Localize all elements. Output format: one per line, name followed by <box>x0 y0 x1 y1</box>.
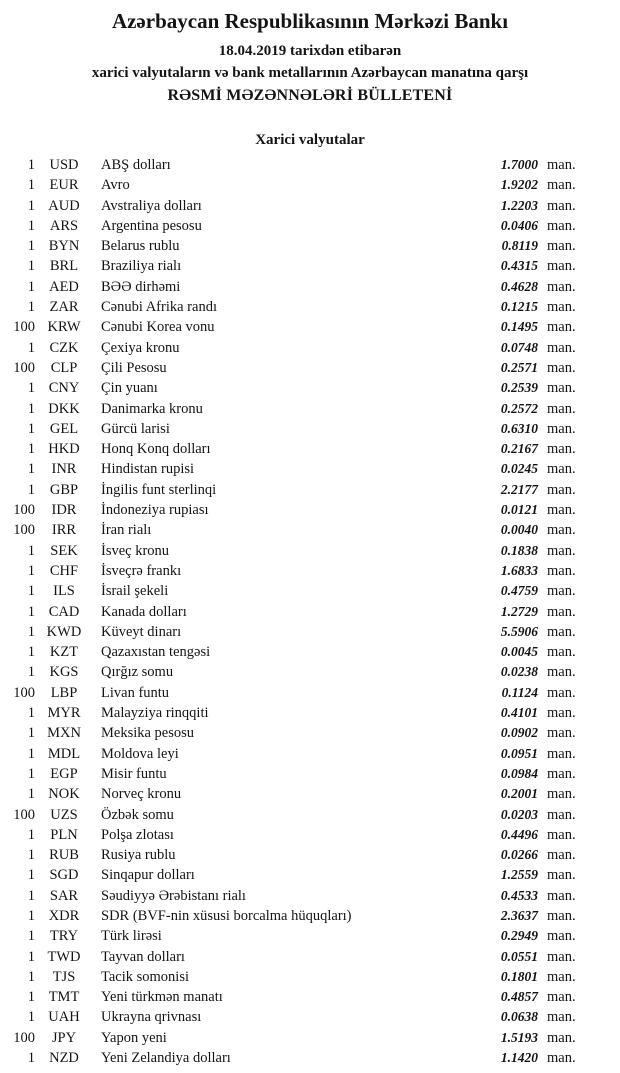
rate-unit: man. <box>547 461 576 478</box>
table-row <box>4 703 590 723</box>
currency-name: Polşa zlotası <box>101 826 174 843</box>
table-row <box>4 967 590 987</box>
table-row <box>4 175 590 195</box>
currency-rate: 1.5193 <box>500 1029 538 1045</box>
rate-unit: man. <box>547 1029 576 1046</box>
currency-rate: 0.4759 <box>500 583 538 599</box>
rate-unit: man. <box>547 562 576 579</box>
table-row <box>4 541 590 561</box>
currency-code: CZK <box>49 339 79 356</box>
currency-rate: 0.2001 <box>500 786 538 802</box>
rate-unit: man. <box>547 684 576 701</box>
currency-rate: 0.8119 <box>501 238 538 254</box>
currency-quantity: 1 <box>27 542 35 559</box>
table-row <box>4 622 590 642</box>
currency-code: TRY <box>49 928 79 945</box>
rate-unit: man. <box>547 745 576 762</box>
currency-code: USD <box>49 157 79 173</box>
currency-code: TWD <box>47 948 81 965</box>
currency-code: CLP <box>50 359 78 376</box>
currency-code: MDL <box>47 745 81 762</box>
table-row <box>4 764 590 784</box>
currency-quantity: 1 <box>27 441 35 458</box>
currency-rate: 0.2167 <box>500 441 538 457</box>
table-row <box>4 216 590 236</box>
currency-code: UAH <box>48 1009 80 1026</box>
currency-rate: 0.2572 <box>500 400 538 416</box>
currency-code: CNY <box>48 380 80 397</box>
bulletin-header <box>0 8 620 107</box>
currency-rate: 5.5906 <box>500 623 538 639</box>
currency-name: Çin yuanı <box>101 380 158 397</box>
table-row <box>4 926 590 946</box>
currency-name: Tayvan dolları <box>101 948 185 965</box>
table-row <box>4 784 590 804</box>
currency-name: Sinqapur dolları <box>101 867 195 884</box>
currency-name: İndoneziya rupiası <box>101 502 209 519</box>
currency-name: Yeni türkmən manatı <box>101 989 223 1006</box>
currency-rate: 0.1495 <box>500 319 538 335</box>
currency-quantity: 100 <box>13 1029 35 1046</box>
currency-name: Avro <box>101 177 130 194</box>
currency-code: IDR <box>51 502 77 519</box>
rate-unit: man. <box>547 786 576 803</box>
currency-name: Malayziya rinqqiti <box>101 705 209 722</box>
currency-code: KRW <box>47 319 81 336</box>
rate-unit: man. <box>547 725 576 742</box>
currency-quantity: 1 <box>27 217 35 234</box>
rate-unit: man. <box>547 603 576 620</box>
currency-quantity: 1 <box>27 928 35 945</box>
rate-unit: man. <box>547 217 576 234</box>
currency-quantity: 1 <box>27 583 35 600</box>
currency-quantity: 1 <box>27 339 35 356</box>
section-title: Xarici valyutalar <box>255 132 365 148</box>
table-row <box>4 358 590 378</box>
rate-unit: man. <box>547 502 576 519</box>
currency-name: İsrail şekeli <box>101 583 169 600</box>
currency-name: Braziliya rialı <box>101 258 182 275</box>
currency-name: İsveçrə frankı <box>101 562 182 579</box>
currency-quantity: 1 <box>27 907 35 924</box>
rate-unit: man. <box>547 420 576 437</box>
table-row <box>4 439 590 459</box>
currency-name: Yapon yeni <box>101 1029 167 1046</box>
table-row <box>4 480 590 500</box>
currency-name: Özbək somu <box>101 806 174 823</box>
table-row <box>4 297 590 317</box>
currency-name: Argentina pesosu <box>101 217 202 234</box>
currency-code: SAR <box>49 887 79 904</box>
currency-code: XDR <box>48 907 80 924</box>
currency-rate: 2.3637 <box>500 907 538 923</box>
currency-name: Cənubi Afrika randı <box>101 299 217 316</box>
currency-quantity: 1 <box>27 989 35 1006</box>
currency-quantity: 1 <box>27 644 35 661</box>
rate-unit: man. <box>547 542 576 559</box>
currency-quantity: 100 <box>13 319 35 336</box>
currency-code: HKD <box>48 441 80 458</box>
rate-unit: man. <box>547 989 576 1006</box>
table-row <box>4 236 590 256</box>
currency-quantity: 1 <box>27 725 35 742</box>
rate-unit: man. <box>547 583 576 600</box>
table-row <box>4 805 590 825</box>
rate-unit: man. <box>547 359 576 376</box>
currency-name: Çili Pesosu <box>101 359 167 376</box>
currency-rate: 0.0638 <box>500 1009 538 1025</box>
table-row <box>4 399 590 419</box>
rate-unit: man. <box>547 806 576 823</box>
currency-name: İsveç kronu <box>101 542 170 559</box>
currency-rate: 1.6833 <box>500 562 538 578</box>
currency-quantity: 1 <box>27 968 35 985</box>
currency-rate: 0.2539 <box>500 380 538 396</box>
rate-unit: man. <box>547 1009 576 1026</box>
currency-name: Belarus rublu <box>101 238 180 255</box>
currency-rate: 1.1420 <box>500 1050 538 1066</box>
table-row <box>4 845 590 865</box>
currency-quantity: 1 <box>27 400 35 417</box>
currency-quantity: 1 <box>27 380 35 397</box>
currency-name: Misir funtu <box>101 765 167 782</box>
currency-quantity: 1 <box>27 887 35 904</box>
rates-table <box>0 155 620 1068</box>
currency-name: Livan funtu <box>101 684 170 701</box>
rate-unit: man. <box>547 887 576 904</box>
subtitle-line: xarici valyutaların və bank metallarının Azərbaycan manatına qarşı <box>91 65 529 81</box>
currency-code: MYR <box>47 705 81 722</box>
currency-quantity: 1 <box>27 278 35 295</box>
currency-rate: 0.0203 <box>500 806 538 822</box>
currency-code: AUD <box>48 197 80 214</box>
currency-rate: 0.0748 <box>500 339 538 355</box>
rate-unit: man. <box>547 644 576 661</box>
currency-name: Səudiyyə Ərəbistanı rialı <box>101 887 246 904</box>
currency-name: Çexiya kronu <box>101 339 180 356</box>
currency-quantity: 1 <box>27 258 35 275</box>
table-row <box>4 561 590 581</box>
currency-quantity: 1 <box>27 867 35 884</box>
table-row <box>4 987 590 1007</box>
table-row <box>4 1048 590 1068</box>
currency-rate: 2.2177 <box>500 481 538 497</box>
currency-name: Danimarka kronu <box>101 400 203 417</box>
currency-code: RUB <box>49 847 79 864</box>
currency-code: EUR <box>49 177 79 194</box>
currency-code: SGD <box>49 867 79 884</box>
rate-unit: man. <box>547 197 576 214</box>
currency-quantity: 1 <box>27 603 35 620</box>
currency-name: Kanada dolları <box>101 603 187 620</box>
currency-name: İran rialı <box>101 522 152 539</box>
rate-unit: man. <box>547 948 576 965</box>
table-row <box>4 277 590 297</box>
currency-rate: 1.9202 <box>500 177 538 193</box>
rate-unit: man. <box>547 319 576 336</box>
rate-unit: man. <box>547 441 576 458</box>
currency-name: İngilis funt sterlinqi <box>101 481 217 498</box>
currency-rate: 0.0951 <box>500 745 538 761</box>
currency-quantity: 1 <box>27 664 35 681</box>
currency-name: ABŞ dolları <box>101 157 171 173</box>
currency-rate: 1.2203 <box>500 197 538 213</box>
currency-quantity: 1 <box>27 705 35 722</box>
currency-quantity: 1 <box>27 745 35 762</box>
currency-quantity: 1 <box>27 481 35 498</box>
currency-quantity: 1 <box>27 461 35 478</box>
currency-rate: 0.0245 <box>500 461 538 477</box>
currency-name: Tacik somonisi <box>101 968 189 985</box>
currency-quantity: 100 <box>13 522 35 539</box>
currency-quantity: 1 <box>27 1009 35 1026</box>
table-row <box>4 602 590 622</box>
rate-unit: man. <box>547 847 576 864</box>
currency-quantity: 1 <box>27 299 35 316</box>
currency-rate: 0.1801 <box>500 968 538 984</box>
table-row <box>4 906 590 926</box>
currency-rate: 0.4533 <box>500 887 538 903</box>
currency-rate: 0.1124 <box>501 684 538 700</box>
currency-code: DKK <box>48 400 80 417</box>
currency-code: GBP <box>49 481 79 498</box>
currency-code: TJS <box>52 968 76 985</box>
currency-code: JPY <box>51 1029 77 1046</box>
rate-unit: man. <box>547 705 576 722</box>
currency-name: Qırğız somu <box>101 664 174 681</box>
currency-quantity: 1 <box>27 1050 35 1067</box>
rate-unit: man. <box>547 258 576 275</box>
currency-quantity: 1 <box>27 786 35 803</box>
table-row <box>4 662 590 682</box>
currency-rate: 0.0551 <box>500 948 538 964</box>
currency-code: INR <box>51 461 77 478</box>
rate-unit: man. <box>547 522 576 539</box>
currency-code: ILS <box>53 583 75 600</box>
currency-rate: 0.0984 <box>500 765 538 781</box>
currency-quantity: 1 <box>27 177 35 194</box>
currency-rate: 0.4101 <box>500 705 538 721</box>
currency-name: Norveç kronu <box>101 786 182 803</box>
currency-code: ARS <box>49 217 79 234</box>
currency-quantity: 1 <box>27 238 35 255</box>
currency-quantity: 1 <box>27 765 35 782</box>
table-row <box>4 419 590 439</box>
currency-name: SDR (BVF-nin xüsusi borcalma hüquqları) <box>101 907 352 924</box>
table-row <box>4 1007 590 1027</box>
rate-unit: man. <box>547 1050 576 1067</box>
table-row <box>4 825 590 845</box>
currency-name: Avstraliya dolları <box>101 197 202 214</box>
rate-unit: man. <box>547 299 576 316</box>
currency-name: Meksika pesosu <box>101 725 195 742</box>
currency-code: BYN <box>48 238 80 255</box>
currency-quantity: 1 <box>27 420 35 437</box>
currency-name: Honq Konq dolları <box>101 441 211 458</box>
currency-rate: 1.7000 <box>500 157 538 172</box>
rate-unit: man. <box>547 664 576 681</box>
currency-code: KGS <box>49 664 79 681</box>
currency-quantity: 1 <box>27 948 35 965</box>
currency-code: GEL <box>49 420 79 437</box>
currency-code: NZD <box>49 1050 79 1067</box>
table-row <box>4 317 590 337</box>
currency-name: Ukrayna qrivnası <box>101 1009 202 1026</box>
currency-rate: 1.2729 <box>500 603 538 619</box>
rate-unit: man. <box>547 400 576 417</box>
currency-code: SEK <box>50 542 78 559</box>
table-row <box>4 744 590 764</box>
rate-unit: man. <box>547 380 576 397</box>
currency-code: KWD <box>46 623 82 640</box>
currency-name: Moldova leyi <box>101 745 179 762</box>
rate-unit: man. <box>547 968 576 985</box>
currency-quantity: 1 <box>27 197 35 214</box>
currency-rate: 0.4496 <box>500 826 538 842</box>
rate-unit: man. <box>547 278 576 295</box>
currency-rate: 0.6310 <box>500 420 538 436</box>
currency-quantity: 100 <box>13 806 35 823</box>
bulletin-title: RƏSMİ MƏZƏNNƏLƏRİ BÜLLETENİ <box>167 87 453 104</box>
currency-code: ZAR <box>49 299 79 316</box>
currency-name: BƏƏ dirhəmi <box>101 278 181 295</box>
currency-rate: 0.0045 <box>500 644 538 660</box>
currency-code: BRL <box>49 258 79 275</box>
table-row <box>4 886 590 906</box>
rate-unit: man. <box>547 907 576 924</box>
table-row <box>4 723 590 743</box>
currency-name: Küveyt dinarı <box>101 623 182 640</box>
currency-rate: 0.1215 <box>500 299 538 315</box>
currency-code: LBP <box>50 684 78 701</box>
currency-name: Yeni Zelandiya dolları <box>101 1050 231 1067</box>
currency-quantity: 1 <box>27 623 35 640</box>
currency-quantity: 1 <box>27 826 35 843</box>
currency-code: CHF <box>49 562 79 579</box>
table-row <box>4 642 590 662</box>
rate-unit: man. <box>547 481 576 498</box>
rate-unit: man. <box>547 339 576 356</box>
currency-quantity: 100 <box>13 684 35 701</box>
currency-rate: 0.2571 <box>500 359 538 375</box>
table-row <box>4 1028 590 1048</box>
currency-rate: 1.2559 <box>500 867 538 883</box>
currency-name: Hindistan rupisi <box>101 461 195 478</box>
currency-rate: 0.0238 <box>500 664 538 680</box>
currency-quantity: 1 <box>27 562 35 579</box>
currency-rate: 0.2949 <box>500 928 538 944</box>
table-row <box>4 683 590 703</box>
table-row <box>4 338 590 358</box>
table-row <box>4 459 590 479</box>
rate-unit: man. <box>547 765 576 782</box>
table-row <box>4 500 590 520</box>
table-row <box>4 155 590 175</box>
currency-rate: 0.4315 <box>500 258 538 274</box>
currency-quantity: 100 <box>13 502 35 519</box>
currency-code: MXN <box>47 725 81 742</box>
currency-quantity: 1 <box>27 847 35 864</box>
currency-rate: 0.0902 <box>500 725 538 741</box>
table-row <box>4 196 590 216</box>
rate-unit: man. <box>547 238 576 255</box>
currency-code: KZT <box>49 644 79 661</box>
currency-rate: 0.4628 <box>500 278 538 294</box>
rate-unit: man. <box>547 157 576 173</box>
table-row <box>4 865 590 885</box>
table-row <box>4 256 590 276</box>
rate-unit: man. <box>547 623 576 640</box>
currency-quantity: 100 <box>13 359 35 376</box>
currency-rate: 0.0121 <box>500 502 538 518</box>
currency-name: Gürcü larisi <box>101 420 170 437</box>
currency-name: Rusiya rublu <box>101 847 176 864</box>
currency-rate: 0.1838 <box>500 542 538 558</box>
rate-unit: man. <box>547 177 576 194</box>
currency-name: Cənubi Korea vonu <box>101 319 215 336</box>
currency-code: CAD <box>48 603 80 620</box>
currency-rate: 0.0266 <box>500 847 538 863</box>
rate-unit: man. <box>547 928 576 945</box>
currency-quantity: 1 <box>27 157 35 173</box>
currency-code: IRR <box>51 522 77 539</box>
currency-rate: 0.0040 <box>500 522 538 538</box>
currency-code: UZS <box>50 806 78 823</box>
currency-code: AED <box>49 278 79 295</box>
currency-code: EGP <box>50 765 78 782</box>
table-row <box>4 947 590 967</box>
currency-code: PLN <box>50 826 78 843</box>
currency-name: Türk lirəsi <box>101 928 162 945</box>
date-line: 18.04.2019 tarixdən etibarən <box>218 43 402 59</box>
currency-rate: 0.4857 <box>500 989 538 1005</box>
rate-unit: man. <box>547 867 576 884</box>
currency-name: Qazaxıstan tengəsi <box>101 644 211 661</box>
table-row <box>4 520 590 540</box>
bank-title: Azərbaycan Respublikasının Mərkəzi Bankı <box>111 9 509 33</box>
table-row <box>4 378 590 398</box>
table-row <box>4 581 590 601</box>
currency-code: NOK <box>48 786 80 803</box>
currency-code: TMT <box>48 989 80 1006</box>
currency-rate: 0.0406 <box>500 217 538 233</box>
rate-unit: man. <box>547 826 576 843</box>
